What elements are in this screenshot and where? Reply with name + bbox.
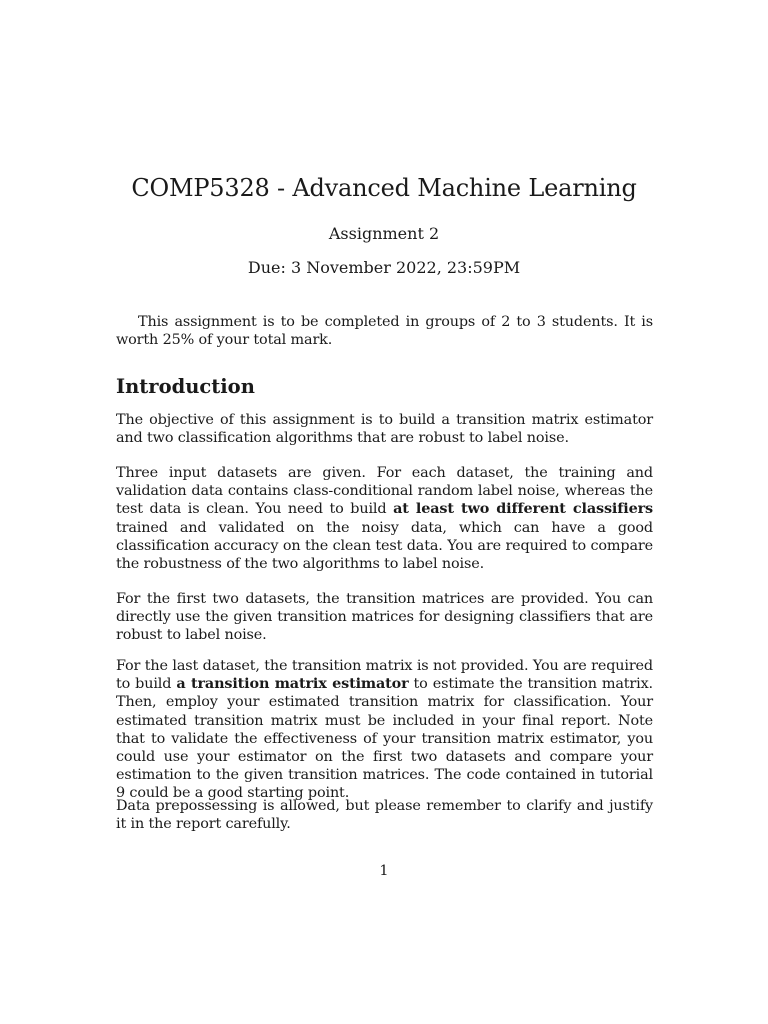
- document-title: COMP5328 - Advanced Machine Learning: [131, 174, 637, 202]
- section-heading-introduction: Introduction: [116, 375, 255, 398]
- paragraph-first-two-datasets: [116, 590, 653, 645]
- paragraph-last-dataset-after: to estimate the transition matrix. Then, employ your estimated transition matrix for classification. Your estimated transition matrix must be included in your final report. Note that to validate the effectiveness of your transition matrix estimator, you could use your estimator on the first two datasets and compare your estimation to the given transition matrices. The code contained in tutorial 9 could be a good starting point.: [116, 676, 653, 802]
- paragraph-datasets-before: Three input datasets are given. For each dataset, the training and validation data contains class-conditional random label noise, whereas the test data is clean. You need to build: [116, 465, 653, 518]
- paragraph-first-two-datasets-text: For the first two datasets, the transition matrices are provided. You can directly use the given transition matrices for designing classifiers that are robust to label noise.: [116, 591, 653, 644]
- paragraph-datasets-after: trained and validated on the noisy data, which can have a good classification accuracy on the clean test data. You are required to compare the robustness of the two algorithms to label noise.: [116, 519, 653, 573]
- paragraph-objective-text: The objective of this assignment is to build a transition matrix estimator and two classification algorithms that are robust to label noise.: [116, 412, 653, 447]
- due-date: Due: 3 November 2022, 23:59PM: [247, 258, 521, 277]
- paragraph-last-dataset-before: For the last dataset, the transition matrix is not provided. You are required to build: [116, 658, 653, 693]
- paragraph-datasets: [116, 464, 653, 573]
- paragraph-datasets-text: [116, 464, 653, 573]
- intro-paragraph-text: This assignment is to be completed in groups of 2 to 3 students. It is worth 25% of your total mark.: [116, 314, 653, 349]
- paragraph-last-dataset-bold: a transition matrix estimator: [176, 675, 409, 693]
- paragraph-last-dataset-text: [116, 657, 653, 803]
- paragraph-datasets-bold: at least two different classifiers: [393, 500, 653, 518]
- paragraph-last-dataset: [116, 657, 653, 803]
- paragraph-preprocessing-text: Data prepossessing is allowed, but please remember to clarify and justify it in the report carefully.: [116, 798, 653, 833]
- paragraph-objective: [116, 411, 653, 447]
- assignment-label: Assignment 2: [328, 224, 440, 243]
- paragraph-preprocessing: [116, 797, 653, 833]
- intro-paragraph: [116, 313, 653, 349]
- page-number: 1: [379, 863, 389, 879]
